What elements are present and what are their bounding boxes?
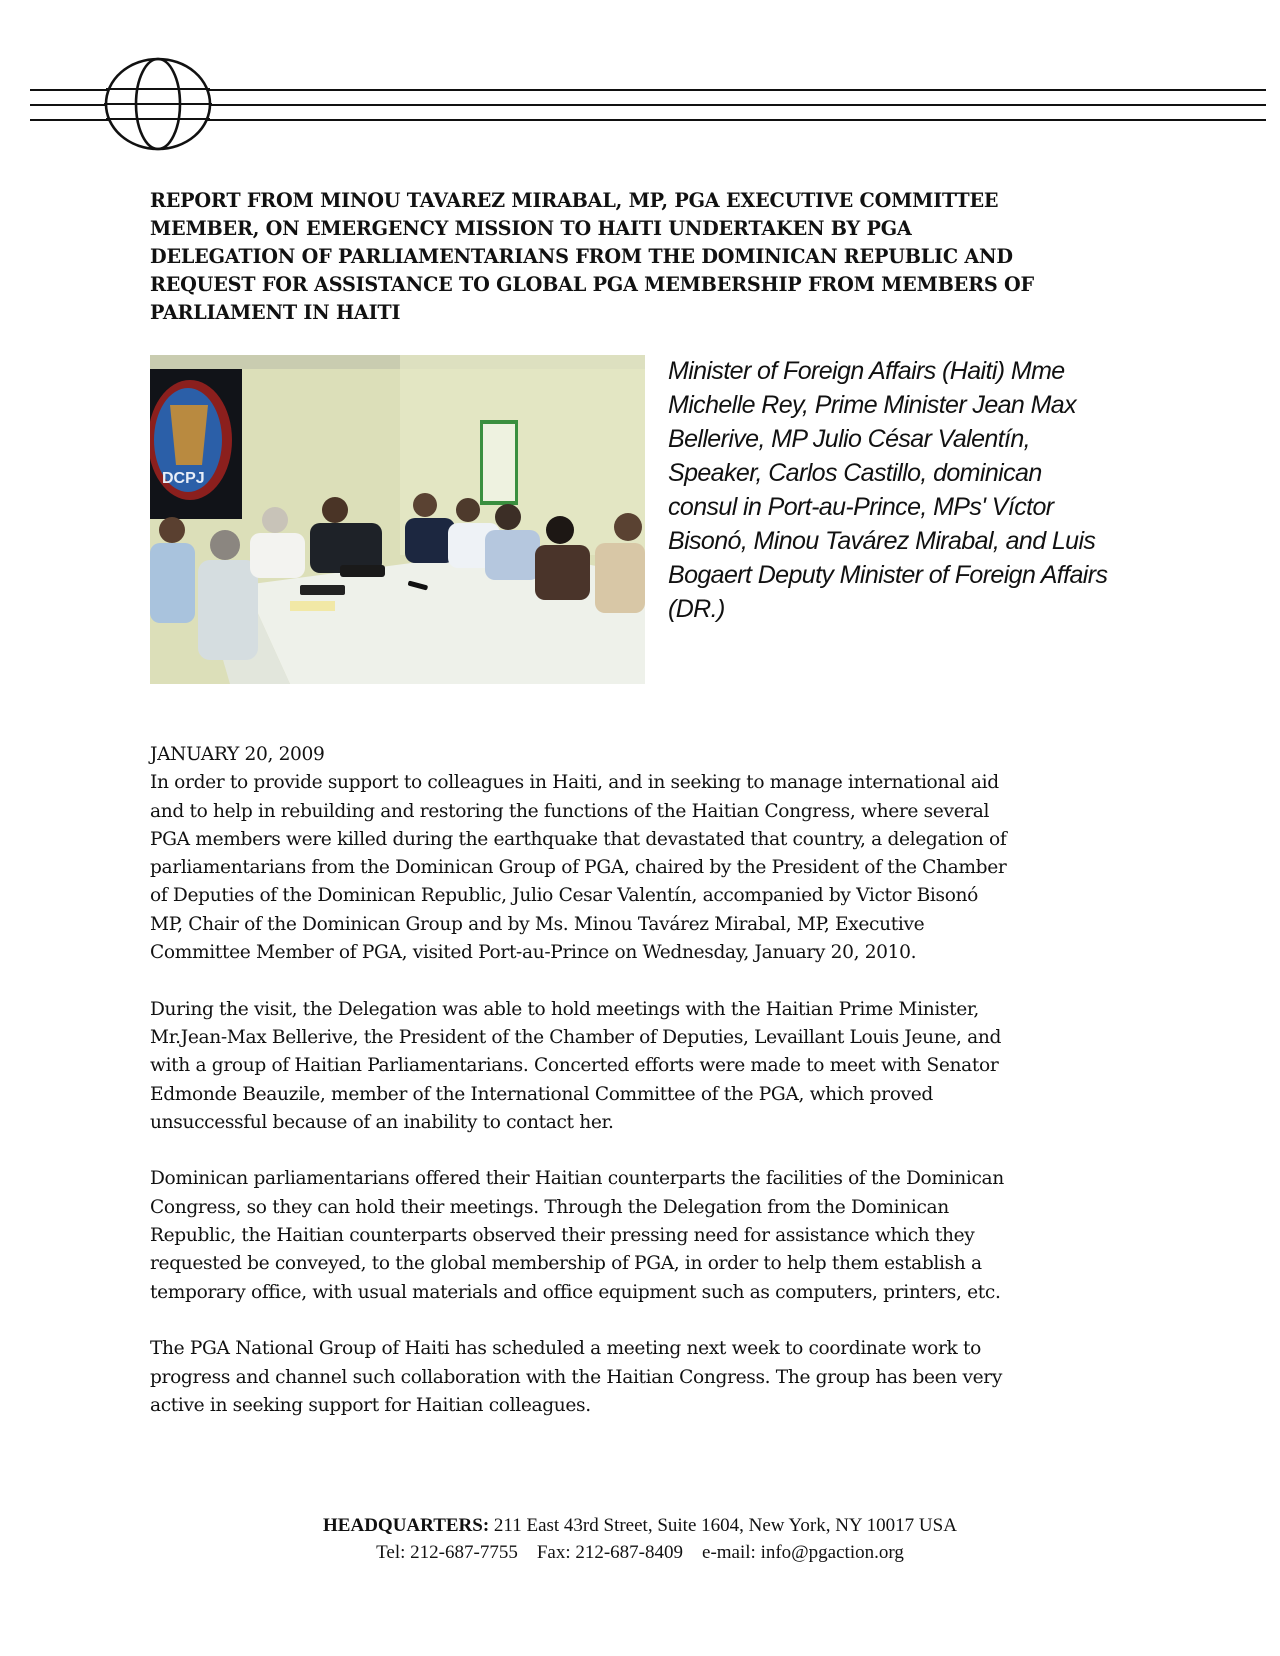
body-line: During the visit, the Delegation was able to hold meetings with the Haitian Prime Minister,	[150, 998, 979, 1020]
body-line: Edmonde Beauzile, member of the International Committee of the PGA, which proved	[150, 1083, 933, 1105]
caption-line: Speaker, Carlos Castillo, dominican	[668, 459, 1042, 487]
body-line: Dominican parliamentarians offered their Haitian counterparts the facilities of the Dominican	[150, 1168, 1004, 1190]
body-line: unsuccessful because of an inability to contact her.	[150, 1111, 614, 1133]
paragraph-2	[150, 996, 1125, 1137]
body-line: PGA members were killed during the earthquake that devastated that country, a delegation of	[150, 828, 1007, 850]
fax-number: 212-687-8409	[575, 1542, 684, 1563]
title-line: PARLIAMENT IN HAITI	[150, 301, 401, 324]
header-rule-middle	[30, 104, 1266, 106]
body-line: The PGA National Group of Haiti has scheduled a meeting next week to coordinate work to	[150, 1338, 982, 1360]
body-line: and to help in rebuilding and restoring the functions of the Haitian Congress, where several	[150, 800, 990, 822]
report-date: JANUARY 20, 2009	[150, 744, 325, 765]
hq-address: 211 East 43rd Street, Suite 1604, New York, NY 10017 USA	[493, 1515, 957, 1536]
body-line: Republic, the Haitian counterparts observed their pressing need for assistance which they	[150, 1225, 975, 1247]
body-line: progress and channel such collaboration with the Haitian Congress. The group has been very	[150, 1366, 1002, 1388]
report-title	[150, 187, 1100, 327]
caption-line: (DR.)	[668, 595, 725, 623]
paragraph-3	[150, 1165, 1125, 1306]
report-body	[150, 741, 1125, 1448]
title-line: MEMBER, ON EMERGENCY MISSION TO HAITI UNDERTAKEN BY PGA	[150, 217, 912, 240]
tel-label: Tel:	[376, 1542, 406, 1563]
fax-label: Fax:	[536, 1542, 571, 1563]
title-line: REPORT FROM MINOU TAVAREZ MIRABAL, MP, PGA EXECUTIVE COMMITTEE	[150, 189, 999, 212]
body-line: requested be conveyed, to the global membership of PGA, in order to help them establish a	[150, 1253, 982, 1275]
caption-line: Bogaert Deputy Minister of Foreign Affairs	[668, 561, 1108, 589]
email-label: e-mail:	[702, 1542, 756, 1563]
svg-text:DCPJ: DCPJ	[162, 470, 205, 487]
body-line: MP, Chair of the Dominican Group and by Ms. Minou Tavárez Mirabal, MP, Executive	[150, 913, 925, 935]
footer-address-line	[0, 1512, 1280, 1539]
paragraph-4	[150, 1335, 1125, 1420]
body-line: temporary office, with usual materials and office equipment such as computers, printers, etc.	[150, 1281, 1001, 1303]
body-line: parliamentarians from the Dominican Group of PGA, chaired by the President of the Chamber	[150, 857, 1007, 879]
caption-line: Bisonó, Minou Tavárez Mirabal, and Luis	[668, 527, 1096, 555]
caption-line: Bellerive, MP Julio César Valentín,	[668, 425, 1031, 453]
body-line: Committee Member of PGA, visited Port-au-Prince on Wednesday, January 20, 2010.	[150, 942, 917, 964]
caption-line: consul in Port-au-Prince, MPs' Víctor	[668, 493, 1054, 521]
meeting-photo	[150, 355, 645, 684]
email-address[interactable]: info@pgaction.org	[760, 1542, 904, 1563]
body-line: active in seeking support for Haitian colleagues.	[150, 1394, 591, 1416]
hq-label: HEADQUARTERS:	[323, 1515, 490, 1536]
tel-number: 212-687-7755	[410, 1542, 518, 1563]
caption-line: Minister of Foreign Affairs (Haiti) Mme	[668, 357, 1065, 385]
body-line: Mr.Jean-Max Bellerive, the President of the Chamber of Deputies, Levaillant Louis Jeune, and	[150, 1026, 1002, 1048]
caption-line: Michelle Rey, Prime Minister Jean Max	[668, 391, 1077, 419]
footer	[0, 1512, 1280, 1566]
photo-caption	[668, 354, 1138, 626]
title-line: REQUEST FOR ASSISTANCE TO GLOBAL PGA MEMBERSHIP FROM MEMBERS OF	[150, 273, 1034, 296]
meeting-photo-illustration	[150, 355, 645, 684]
globe-icon	[103, 57, 213, 151]
body-line: with a group of Haitian Parliamentarians. Concerted efforts were made to meet with Senator	[150, 1055, 999, 1077]
body-line: of Deputies of the Dominican Republic, Julio Cesar Valentín, accompanied by Victor Bisonó	[150, 885, 979, 907]
header-rule-bottom	[30, 119, 1266, 121]
body-line: In order to provide support to colleagues in Haiti, and in seeking to manage international aid	[150, 772, 999, 794]
header-rule-top	[30, 89, 1266, 91]
body-line: Congress, so they can hold their meetings. Through the Delegation from the Dominican	[150, 1196, 949, 1218]
paragraph-1	[150, 769, 1125, 967]
title-line: DELEGATION OF PARLIAMENTARIANS FROM THE DOMINICAN REPUBLIC AND	[150, 245, 1013, 268]
footer-contact-line	[0, 1539, 1280, 1566]
